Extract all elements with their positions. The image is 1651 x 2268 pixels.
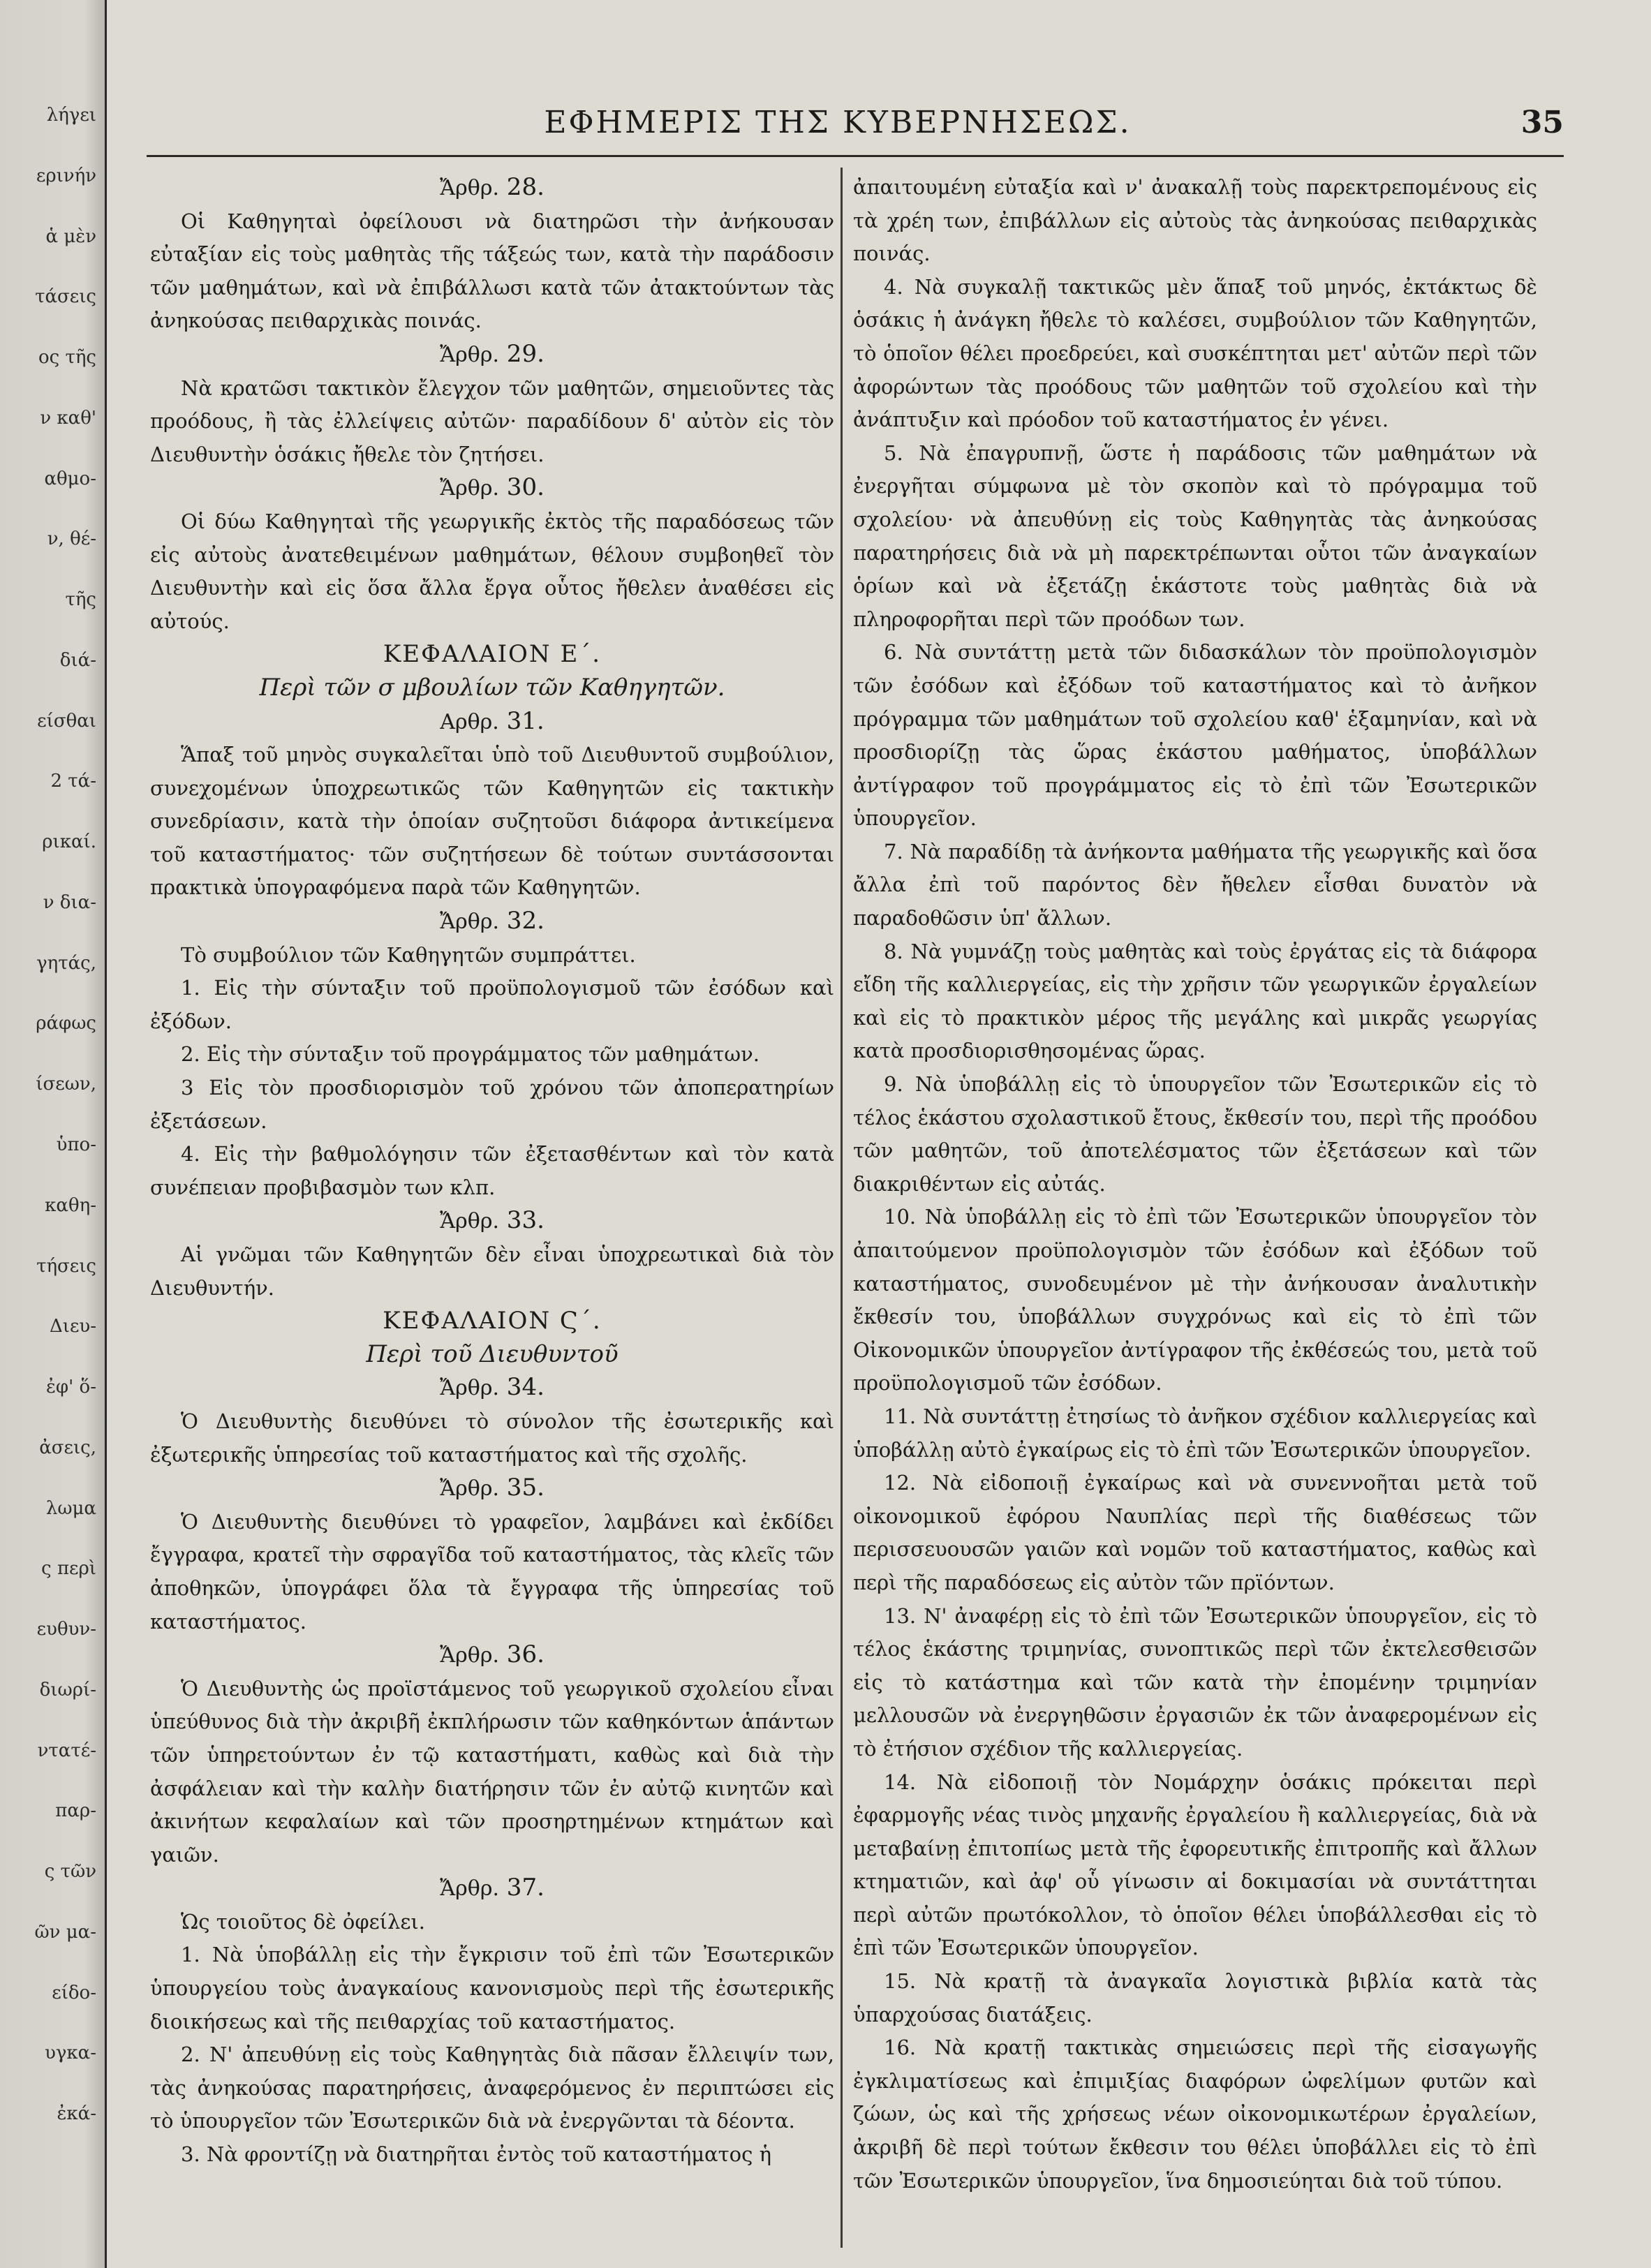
margin-fragment: ἁ μὲν — [45, 225, 96, 247]
article-number: 37. — [499, 1874, 545, 1902]
margin-fragment: ράφως — [36, 1013, 96, 1035]
paragraph: Ὁ Διευθυντὴς διευθύνει τὸ γραφεῖον, λαμβάνει καὶ ἐκδίδει ἔγγραφα, κρατεῖ τὴν σφραγῖδα τοῦ καταστήματος, τὰς κλεῖς τῶν ἀποθηκῶν, ὑπογράφει ὅλα τὰ ἔγγραφα τῆς ὑπηρεσίας τοῦ καταστήματος. — [150, 1509, 834, 1633]
margin-fragment: αθμο- — [44, 468, 96, 489]
margin-fragment: καθη- — [45, 1194, 96, 1216]
margin-fragment: είδο- — [52, 1982, 96, 2003]
article-label: Ἄρθρ. — [440, 476, 499, 501]
paragraph: 3 Εἰς τὸν προσδιορισμὸν τοῦ χρόνου τῶν ἀποπερατηρίων ἐξετάσεων. — [150, 1076, 834, 1133]
article-number: 30. — [499, 473, 545, 502]
margin-fragment: είσθαι — [37, 710, 96, 732]
margin-fragment: τῆς — [65, 589, 96, 611]
paragraph: 11. Νὰ συντάττῃ ἐτησίως τὸ ἀνῆκον σχέδιον καλλιεργείας καὶ ὑποβάλλῃ αὐτὸ ἐγκαίρως εἰς τὸ ἐπὶ τῶν Ἐσωτερικῶν ὑπουργεῖον. — [853, 1404, 1537, 1462]
chapter-subtitle: Περὶ τοῦ Διευθυντοῦ — [366, 1340, 619, 1368]
article-heading — [150, 1204, 834, 1238]
margin-fragment: ῶν μα- — [34, 1921, 96, 1943]
paragraph: 15. Νὰ κρατῇ τὰ ἀναγκαῖα λογιστικὰ βιβλία κατὰ τὰς ὑπαρχούσας διατάξεις. — [853, 1969, 1537, 2026]
paragraph: 6. Νὰ συντάττῃ μετὰ τῶν διδασκάλων τὸν προϋπολογισμὸν τῶν ἐσόδων καὶ ἐξόδων τοῦ καταστήματος καὶ τὸ ἀνῆκον πρόγραμμα τῶν μαθημάτων τοῦ σχολείου καθ' ἑξαμηνίαν, καὶ νὰ προσδιορίζῃ τὰς ὥρας ἑκάστου μαθήματος, ὑποβάλλων ἀντίγραφον τοῦ προγράμματος εἰς τὸ ἐπὶ τῶν Ἐσωτερικῶν ὑπουργεῖον. — [853, 640, 1537, 831]
right-column — [853, 171, 1537, 2197]
article-heading — [150, 338, 834, 372]
margin-fragment: ὑπο- — [56, 1134, 96, 1155]
article-label: Αρθρ. — [440, 709, 499, 734]
margin-fragment: ν δια- — [43, 891, 96, 913]
page-title: ΕΦΗΜΕΡΙΣ ΤΗΣ ΚΥΒΕΡΝΗΣΕΩΣ. — [544, 105, 1132, 140]
article-label: Ἄρθρ. — [440, 342, 499, 367]
article-heading — [150, 471, 834, 505]
margin-fragment: ἐκά- — [57, 2103, 96, 2125]
paragraph: 12. Νὰ εἰδοποιῇ ἐγκαίρως καὶ νὰ συνεννοῆται μετὰ τοῦ οἰκονομικοῦ ἐφόρου Ναυπλίας περὶ τῆς διαθέσεως τῶν περισσευουσῶν γαιῶν καὶ νομῶν τοῦ καταστήματος, καθὼς καὶ περὶ τῆς παραδόσεως εἰς αὐτὸν τῶν πρϊόντων. — [853, 1471, 1537, 1594]
paragraph: 3. Νὰ φροντίζῃ νὰ διατηρῆται ἐντὸς τοῦ καταστήματος ἡ — [181, 2142, 771, 2167]
paragraph: Οἱ Καθηγηταὶ ὀφείλουσι νὰ διατηρῶσι τὴν ἀνήκουσαν εὐταξίαν εἰς τοὺς μαθητὰς τῆς τάξεώς των, κατὰ τὴν παράδοσιν τῶν μαθημάτων, καὶ νὰ ἐπιβάλλωσι κατὰ τῶν ἀτακτούντων τὰς ἀνηκούσας πειθαρχικὰς ποινάς. — [150, 209, 834, 333]
paragraph: Νὰ κρατῶσι τακτικὸν ἔλεγχον τῶν μαθητῶν, σημειοῦντες τὰς προόδους, ἢ τὰς ἐλλείψεις αὐτῶν· παραδίδουν δ' αὐτὸν εἰς τὸν Διευθυντὴν ὁσάκις ἤθελε τὸν ζητήσει. — [150, 376, 834, 466]
paragraph: Οἱ δύω Καθηγηταὶ τῆς γεωργικῆς ἐκτὸς τῆς παραδόσεως τῶν εἰς αὐτοὺς ἀνατεθειμένων μαθημάτων, θέλουν συμβοηθεῖ τὸν Διευθυντὴν καὶ εἰς ὅσα ἄλλα ἔργα οὗτος ἤθελεν ἀναθέσει εἰς αὐτούς. — [150, 509, 834, 633]
article-label: Ἄρθρ. — [440, 1643, 499, 1668]
article-heading — [150, 705, 834, 739]
paragraph: Ὡς τοιοῦτος δὲ ὀφείλει. — [181, 1909, 426, 1934]
article-number: 35. — [499, 1474, 545, 1502]
page-number: 35 — [1520, 105, 1564, 140]
article-number: 36. — [499, 1640, 545, 1669]
margin-fragment: ίσεων, — [36, 1074, 96, 1095]
paragraph: 8. Νὰ γυμνάζῃ τοὺς μαθητὰς καὶ τοὺς ἐργάτας εἰς τὰ διάφορα εἴδη τῆς καλλιεργείας, εἰς τὴν χρῆσιν τῶν γεωργικῶν ἐργαλείων καὶ εἰς τὸ πρακτικὸν μέρος τῆς μεγάλης καὶ μικρᾶς γεωργίας κατὰ προσδιορισθησομένας ὥρας. — [853, 939, 1537, 1063]
chapter-heading: ΚΕΦΑΛΑΙΟΝ Ϛ΄. — [383, 1307, 602, 1335]
paragraph: 9. Νὰ ὑποβάλλῃ εἰς τὸ ὑπουργεῖον τῶν Ἐσωτερικῶν εἰς τὸ τέλος ἑκάστου σχολαστικοῦ ἔτους, ἔκθεσίν του, περὶ τῆς προόδου τῶν μαθητῶν, τοῦ ἀποτελέσματος τῶν ἐξετάσεων καὶ τῶν διακριθέντων εἰς αὐτάς. — [853, 1072, 1537, 1196]
margin-fragment: Διευ- — [49, 1316, 96, 1337]
margin-fragment: ευθυν- — [36, 1619, 96, 1640]
margin-fragment: ἐφ' ὅ- — [45, 1377, 96, 1398]
binding-margin — [0, 0, 107, 2268]
paragraph: Ὁ Διευθυντὴς διευθύνει τὸ σύνολον τῆς ἐσωτερικῆς καὶ ἐξωτερικῆς ὑπηρεσίας τοῦ καταστήματος καὶ τῆς σχολῆς. — [150, 1409, 834, 1467]
page-header — [112, 105, 1564, 154]
paragraph: 2. Εἰς τὴν σύνταξιν τοῦ προγράμματος τῶν μαθημάτων. — [181, 1042, 760, 1067]
margin-fragment: ν καθ' — [40, 407, 96, 429]
paragraph: Τὸ συμβούλιον τῶν Καθηγητῶν συμπράττει. — [181, 942, 636, 967]
article-label: Ἄρθρ. — [440, 910, 499, 935]
margin-fragment: ς τῶν — [44, 1861, 96, 1883]
article-number: 29. — [499, 339, 545, 368]
margin-fragment: διά- — [59, 649, 96, 671]
paragraph: Ὁ Διευθυντὴς ὡς προϊστάμενος τοῦ γεωργικοῦ σχολείου εἶναι ὑπεύθυνος διὰ τὴν ἀκριβῆ ἐκπλήρωσιν τῶν καθηκόντων ἁπάντων τῶν ὑπηρετούντων ἐν τῷ καταστήματι, καθὼς καὶ διὰ τὴν ἀσφάλειαν καὶ τὴν καλὴν διατήρησιν τῶν ἐν αὐτῷ κινητῶν καὶ ἀκινήτων κεφαλαίων καὶ τῶν προσηρτημένων κτημάτων καὶ γαιῶν. — [150, 1676, 834, 1867]
article-heading — [150, 171, 834, 205]
article-number: 33. — [499, 1206, 545, 1235]
paragraph: 4. Νὰ συγκαλῇ τακτικῶς μὲν ἅπαξ τοῦ μηνός, ἐκτάκτως δὲ ὁσάκις ἡ ἀνάγκη ἤθελε τὸ καλέσει, συμβούλιον τῶν Καθηγητῶν, τὸ ὁποῖον θέλει προεδρεύει, καὶ συσκέπτηται μετ' αὐτῶν περὶ τῶν ἀφορώντων τὰς προόδους τῶν μαθητῶν τοῦ σχολείου καὶ τὴν ἀνάπτυξιν καὶ πρόοδον τοῦ καταστήματος ἐν γένει. — [853, 274, 1537, 432]
paragraph: Αἱ γνῶμαι τῶν Καθηγητῶν δὲν εἶναι ὑποχρεωτικαὶ διὰ τὸν Διευθυντήν. — [150, 1243, 834, 1300]
margin-fragment: ἀσεις, — [39, 1437, 96, 1458]
paragraph: 13. Ν' ἀναφέρῃ εἰς τὸ ἐπὶ τῶν Ἐσωτερικῶν ὑπουργεῖον, εἰς τὸ τέλος ἑκάστης τριμηνίας, συνοπτικῶς περὶ τῶν ἐκτελεσθεισῶν εἰς τὸ κατάστημα καὶ τῶν κατὰ τὴν ἐπομένην τριμηνίαν μελλουσῶν νὰ ἐνεργηθῶσιν ἐργασιῶν ἐκ τῶν ἀναφερομένων εἰς τὸ ἐτήσιον σχέδιον τῆς καλλιεργείας. — [853, 1603, 1537, 1761]
article-label: Ἄρθρ. — [440, 1476, 499, 1502]
paragraph: 5. Νὰ ἐπαγρυπνῇ, ὥστε ἡ παράδοσις τῶν μαθημάτων νὰ ἐνεργῆται σύμφωνα μὲ τὸν σκοπὸν καὶ τὸ πρόγραμμα τοῦ σχολείου· νὰ ἀπευθύνῃ εἰς τοὺς Καθηγητὰς τὰς ἀνηκούσας παρατηρήσεις διὰ νὰ μὴ παρεκτρέπωνται οὗτοι τῶν ἀναγκαίων ὁρίων καὶ νὰ ἐξετάζῃ ἑκάστοτε τοὺς μαθητὰς διὰ νὰ πληροφορῆται περὶ τῶν προόδων των. — [853, 440, 1537, 631]
margin-fragment: λωμα — [45, 1497, 96, 1519]
paragraph: Ἅπαξ τοῦ μηνὸς συγκαλεῖται ὑπὸ τοῦ Διευθυντοῦ συμβούλιον, συνεχομένων ὑποχρεωτικῶς τῶν Καθηγητῶν εἰς τακτικὴν συνεδρίασιν, κατὰ τὴν ὁποίαν συζητοῦσι διάφορα ἀντικείμενα τοῦ καταστήματος· τῶν συζητήσεων δὲ τούτων συντάσσονται πρακτικὰ ὑπογραφόμενα παρὰ τῶν Καθηγητῶν. — [150, 743, 834, 900]
chapter-subtitle: Περὶ τῶν σ μβουλίων τῶν Καθηγητῶν. — [259, 673, 725, 702]
margin-fragment: υγκα- — [45, 2043, 96, 2064]
margin-fragment: τάσεις — [35, 286, 96, 308]
paragraph: 1. Νὰ ὑποβάλλῃ εἰς τὴν ἔγκρισιν τοῦ ἐπὶ τῶν Ἐσωτερικῶν ὑπουργείου τοὺς ἀναγκαίους κανονισμοὺς περὶ τῆς ἐσωτερικῆς διοικήσεως καὶ τῆς πειθαρχίας τοῦ καταστήματος. — [150, 1943, 834, 2033]
article-number: 32. — [499, 907, 545, 935]
margin-fragment: 2 τά- — [50, 771, 96, 792]
paragraph: 14. Νὰ εἰδοποιῇ τὸν Νομάρχην ὁσάκις πρόκειται περὶ ἐφαρμογῆς νέας τινὸς μηχανῆς ἐργαλείου ἢ καλλιεργείας, διὰ νὰ μεταβαίνῃ ἐπιτοπίως μετὰ τῆς ἐφορευτικῆς ἐπιτροπῆς καὶ ἄλλων κτηματιῶν, καὶ ἀφ' οὗ γίνωσιν αἱ δοκιμασίαι νὰ συντάττηται περὶ αὐτῶν πρωτόκολλον, τὸ ὁποῖον θέλει ὑποβάλλεσθαι εἰς τὸ ἐπὶ τῶν Ἐσωτερικῶν ὑπουργεῖον. — [853, 1770, 1537, 1960]
article-label: Ἄρθρ. — [440, 1876, 499, 1902]
article-heading — [150, 1872, 834, 1906]
margin-fragment: τήσεις — [36, 1255, 96, 1277]
left-column — [150, 171, 834, 2172]
article-label: Ἄρθρ. — [440, 1376, 499, 1401]
margin-fragment: ερινήν — [36, 165, 96, 186]
article-number: 34. — [499, 1373, 545, 1402]
article-label: Ἄρθρ. — [440, 1209, 499, 1234]
paragraph: 10. Νὰ ὑποβάλλῃ εἰς τὸ ἐπὶ τῶν Ἐσωτερικῶν ὑπουργεῖον τὸν ἀπαιτούμενον προϋπολογισμὸν τῶν ἐσόδων καὶ ἐξόδων τοῦ καταστήματος, συνοδευμένον μὲ τὴν ἀνήκουσαν ἀναλυτικὴν ἔκθεσίν του, ὑποβάλλων συγχρόνως καὶ εἰς τὸ ἐπὶ τῶν Οἰκονομικῶν ὑπουργεῖον ἀντίγραφον τῆς ἐκθέσεώς του, μετὰ τοῦ προϋπολογισμοῦ τῶν ἐσόδων. — [853, 1205, 1537, 1395]
article-number: 31. — [498, 706, 545, 735]
article-heading — [150, 1638, 834, 1673]
article-heading — [150, 905, 834, 939]
article-heading — [150, 1472, 834, 1506]
margin-fragment: ρικαί. — [42, 831, 96, 853]
margin-fragment: διωρί- — [39, 1679, 96, 1700]
header-rule — [147, 155, 1564, 157]
margin-fragment: ος τῆς — [38, 347, 96, 369]
margin-fragment: ντατέ- — [37, 1740, 96, 1761]
margin-fragment: ν, θέ- — [47, 528, 96, 550]
paragraph: 7. Νὰ παραδίδῃ τὰ ἀνήκοντα μαθήματα τῆς γεωργικῆς καὶ ὅσα ἄλλα ἐπὶ τοῦ παρόντος δὲν ἤθελεν εἶσθαι δυνατὸν νὰ παραδοθῶσιν ὑπ' ἄλλων. — [853, 839, 1537, 931]
paragraph: 16. Νὰ κρατῇ τακτικὰς σημειώσεις περὶ τῆς εἰσαγωγῆς ἐγκλιματίσεως καὶ ἐπιμιξίας διαφόρων ὠφελίμων φυτῶν καὶ ζώων, ὡς καὶ τῆς χρήσεως νέων οἰκονομικωτέρων ἐργαλείων, ἀκριβῆ δὲ περὶ τούτων ἔκθεσιν του θέλει ὑποβάλλει εἰς τὸ ἐπὶ τῶν Ἐσωτερικῶν ὑπουργεῖον, ἵνα δημοσιεύηται διὰ τοῦ τύπου. — [853, 2036, 1537, 2193]
article-number: 28. — [499, 173, 545, 201]
margin-fragment: γητάς, — [36, 952, 96, 974]
margin-fragment: ς περὶ — [41, 1558, 96, 1580]
margin-fragment: λήγει — [46, 105, 96, 126]
margin-fragment: παρ- — [55, 1800, 96, 1822]
paragraph: 4. Εἰς τὴν βαθμολόγησιν τῶν ἐξετασθέντων καὶ τὸν κατὰ συνέπειαν προβιβασμὸν των κλπ. — [150, 1142, 834, 1199]
paragraph: 1. Εἰς τὴν σύνταξιν τοῦ προϋπολογισμοῦ τῶν ἐσόδων καὶ ἐξόδων. — [150, 976, 834, 1033]
article-heading — [150, 1371, 834, 1405]
column-separator — [841, 168, 843, 2248]
paragraph: 2. Ν' ἀπευθύνῃ εἰς τοὺς Καθηγητὰς διὰ πᾶσαν ἔλλειψίν των, τὰς ἀνηκούσας παρατηρήσεις, ἀναφερόμενος ἐν περιπτώσει εἰς τὸ ὑπουργεῖον τῶν Ἐσωτερικῶν διὰ νὰ ἐνεργῶνται τὰ δέοντα. — [150, 2043, 834, 2133]
article-label: Ἄρθρ. — [440, 176, 499, 200]
paragraph: ἀπαιτουμένη εὐταξία καὶ ν' ἀνακαλῇ τοὺς παρεκτρεπομένους εἰς τὰ χρέη των, ἐπιβάλλων εἰς αὐτοὺς τὰς ἀνηκούσας πειθαρχικὰς ποινάς. — [853, 175, 1537, 266]
chapter-heading: ΚΕΦΑΛΑΙΟΝ Ε΄. — [383, 640, 602, 669]
